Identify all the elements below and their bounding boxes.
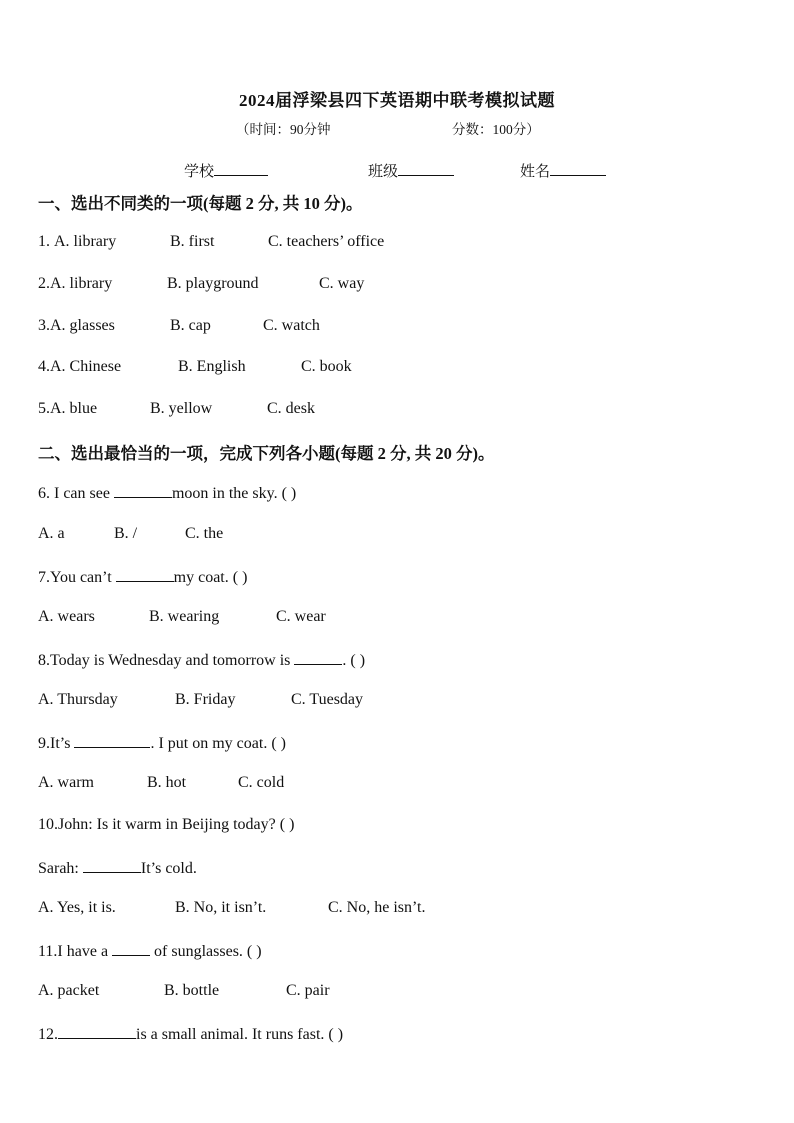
option-b[interactable]: B. bottle [164,982,220,999]
option-a[interactable]: A. packet [38,982,100,999]
option-a[interactable]: A. Yes, it is. [38,899,116,916]
option-b[interactable]: B. Friday [175,691,236,708]
option-a[interactable]: A. Chinese [50,358,122,375]
question-11 [38,941,262,961]
option-b[interactable]: B. / [114,525,138,542]
option-a[interactable]: A. Thursday [38,691,118,708]
answer-blank[interactable] [83,858,141,873]
question-9-options [38,774,284,792]
option-a[interactable]: A. glasses [50,317,115,334]
question-2 [38,275,364,293]
question-number: 2. [38,275,50,292]
option-c[interactable]: C. book [301,358,352,375]
option-b[interactable]: B. English [178,358,246,375]
answer-blank[interactable] [114,483,172,498]
question-text-end: of sunglasses. ( ) [150,943,262,960]
option-a[interactable]: A. wears [38,608,95,625]
question-text-end: . I put on my coat. ( ) [150,735,286,752]
question-1 [38,233,384,251]
option-c[interactable]: C. way [319,275,365,292]
answer-blank[interactable] [294,650,342,665]
school-label: 学校 [184,164,215,180]
question-9 [38,733,286,753]
question-number: 3. [38,317,50,334]
section1-heading: 一、选出不同类的一项(每题 2 分, 共 10 分)。 [38,194,363,213]
option-a[interactable]: A. library [54,233,117,250]
question-text: Sarah: [38,860,83,877]
question-10-reply [38,858,197,878]
answer-blank[interactable] [58,1024,136,1039]
class-label: 班级 [368,164,399,180]
option-c[interactable]: C. desk [267,400,315,417]
question-number: 4. [38,358,50,375]
class-field [368,160,454,181]
option-a[interactable]: A. a [38,525,65,542]
exam-title: 2024届浮梁县四下英语期中联考模拟试题 [239,91,555,110]
question-text: 8.Today is Wednesday and tomorrow is [38,652,295,669]
option-a[interactable]: A. warm [38,774,94,791]
class-blank[interactable] [398,161,454,176]
exam-time: （时间：90分钟 [236,122,331,137]
question-number: 1. [38,233,54,250]
question-11-options [38,982,330,1000]
question-8-options [38,691,363,709]
section2-heading: 二、选出最恰当的一项，完成下列各小题(每题 2 分, 共 20 分)。 [38,444,495,463]
option-b[interactable]: B. first [170,233,215,250]
question-5 [38,400,315,418]
question-text-end: my coat. ( ) [173,569,248,586]
option-c[interactable]: C. pair [286,982,330,999]
question-text-end: moon in the sky. ( ) [171,485,297,502]
option-b[interactable]: B. cap [170,317,211,334]
question-10-options [38,899,425,917]
option-b[interactable]: B. No, it isn’t. [175,899,267,916]
option-a[interactable]: A. library [50,275,113,292]
option-c[interactable]: C. cold [238,774,285,791]
question-text: 9.It’s [38,735,75,752]
school-field [184,160,268,181]
name-label: 姓名 [520,164,551,180]
name-field [520,160,606,181]
option-b[interactable]: B. yellow [150,400,213,417]
question-text: 7.You can’t [38,569,116,586]
exam-score: 分数：100分） [452,122,540,137]
answer-blank[interactable] [112,941,150,956]
question-text: 11.I have a [38,943,113,960]
question-text-end: . ( ) [342,652,366,669]
name-blank[interactable] [550,161,606,176]
answer-blank[interactable] [116,567,174,582]
question-text-end: is a small animal. It runs fast. ( ) [136,1026,344,1043]
question-6 [38,483,296,503]
school-blank[interactable] [214,161,268,176]
question-number: 5. [38,400,50,417]
question-text: 12. [38,1026,58,1043]
question-text-end: It’s cold. [140,860,197,877]
option-b[interactable]: B. wearing [149,608,220,625]
question-text: 6. I can see [38,485,114,502]
answer-blank[interactable] [74,733,150,748]
question-4 [38,358,352,376]
question-3 [38,317,320,335]
question-6-options [38,525,223,543]
question-10: 10.John: Is it warm in Beijing today? ( ) [38,816,295,833]
question-7 [38,567,247,587]
option-c[interactable]: C. No, he isn’t. [328,899,426,916]
option-c[interactable]: C. teachers’ office [268,233,385,250]
question-8 [38,650,365,670]
option-c[interactable]: C. Tuesday [291,691,364,708]
option-b[interactable]: B. playground [167,275,259,292]
option-c[interactable]: C. wear [276,608,326,625]
option-c[interactable]: C. watch [263,317,320,334]
option-a[interactable]: A. blue [50,400,98,417]
question-7-options [38,608,326,626]
option-c[interactable]: C. the [185,525,224,542]
option-b[interactable]: B. hot [147,774,187,791]
question-12 [38,1024,343,1044]
